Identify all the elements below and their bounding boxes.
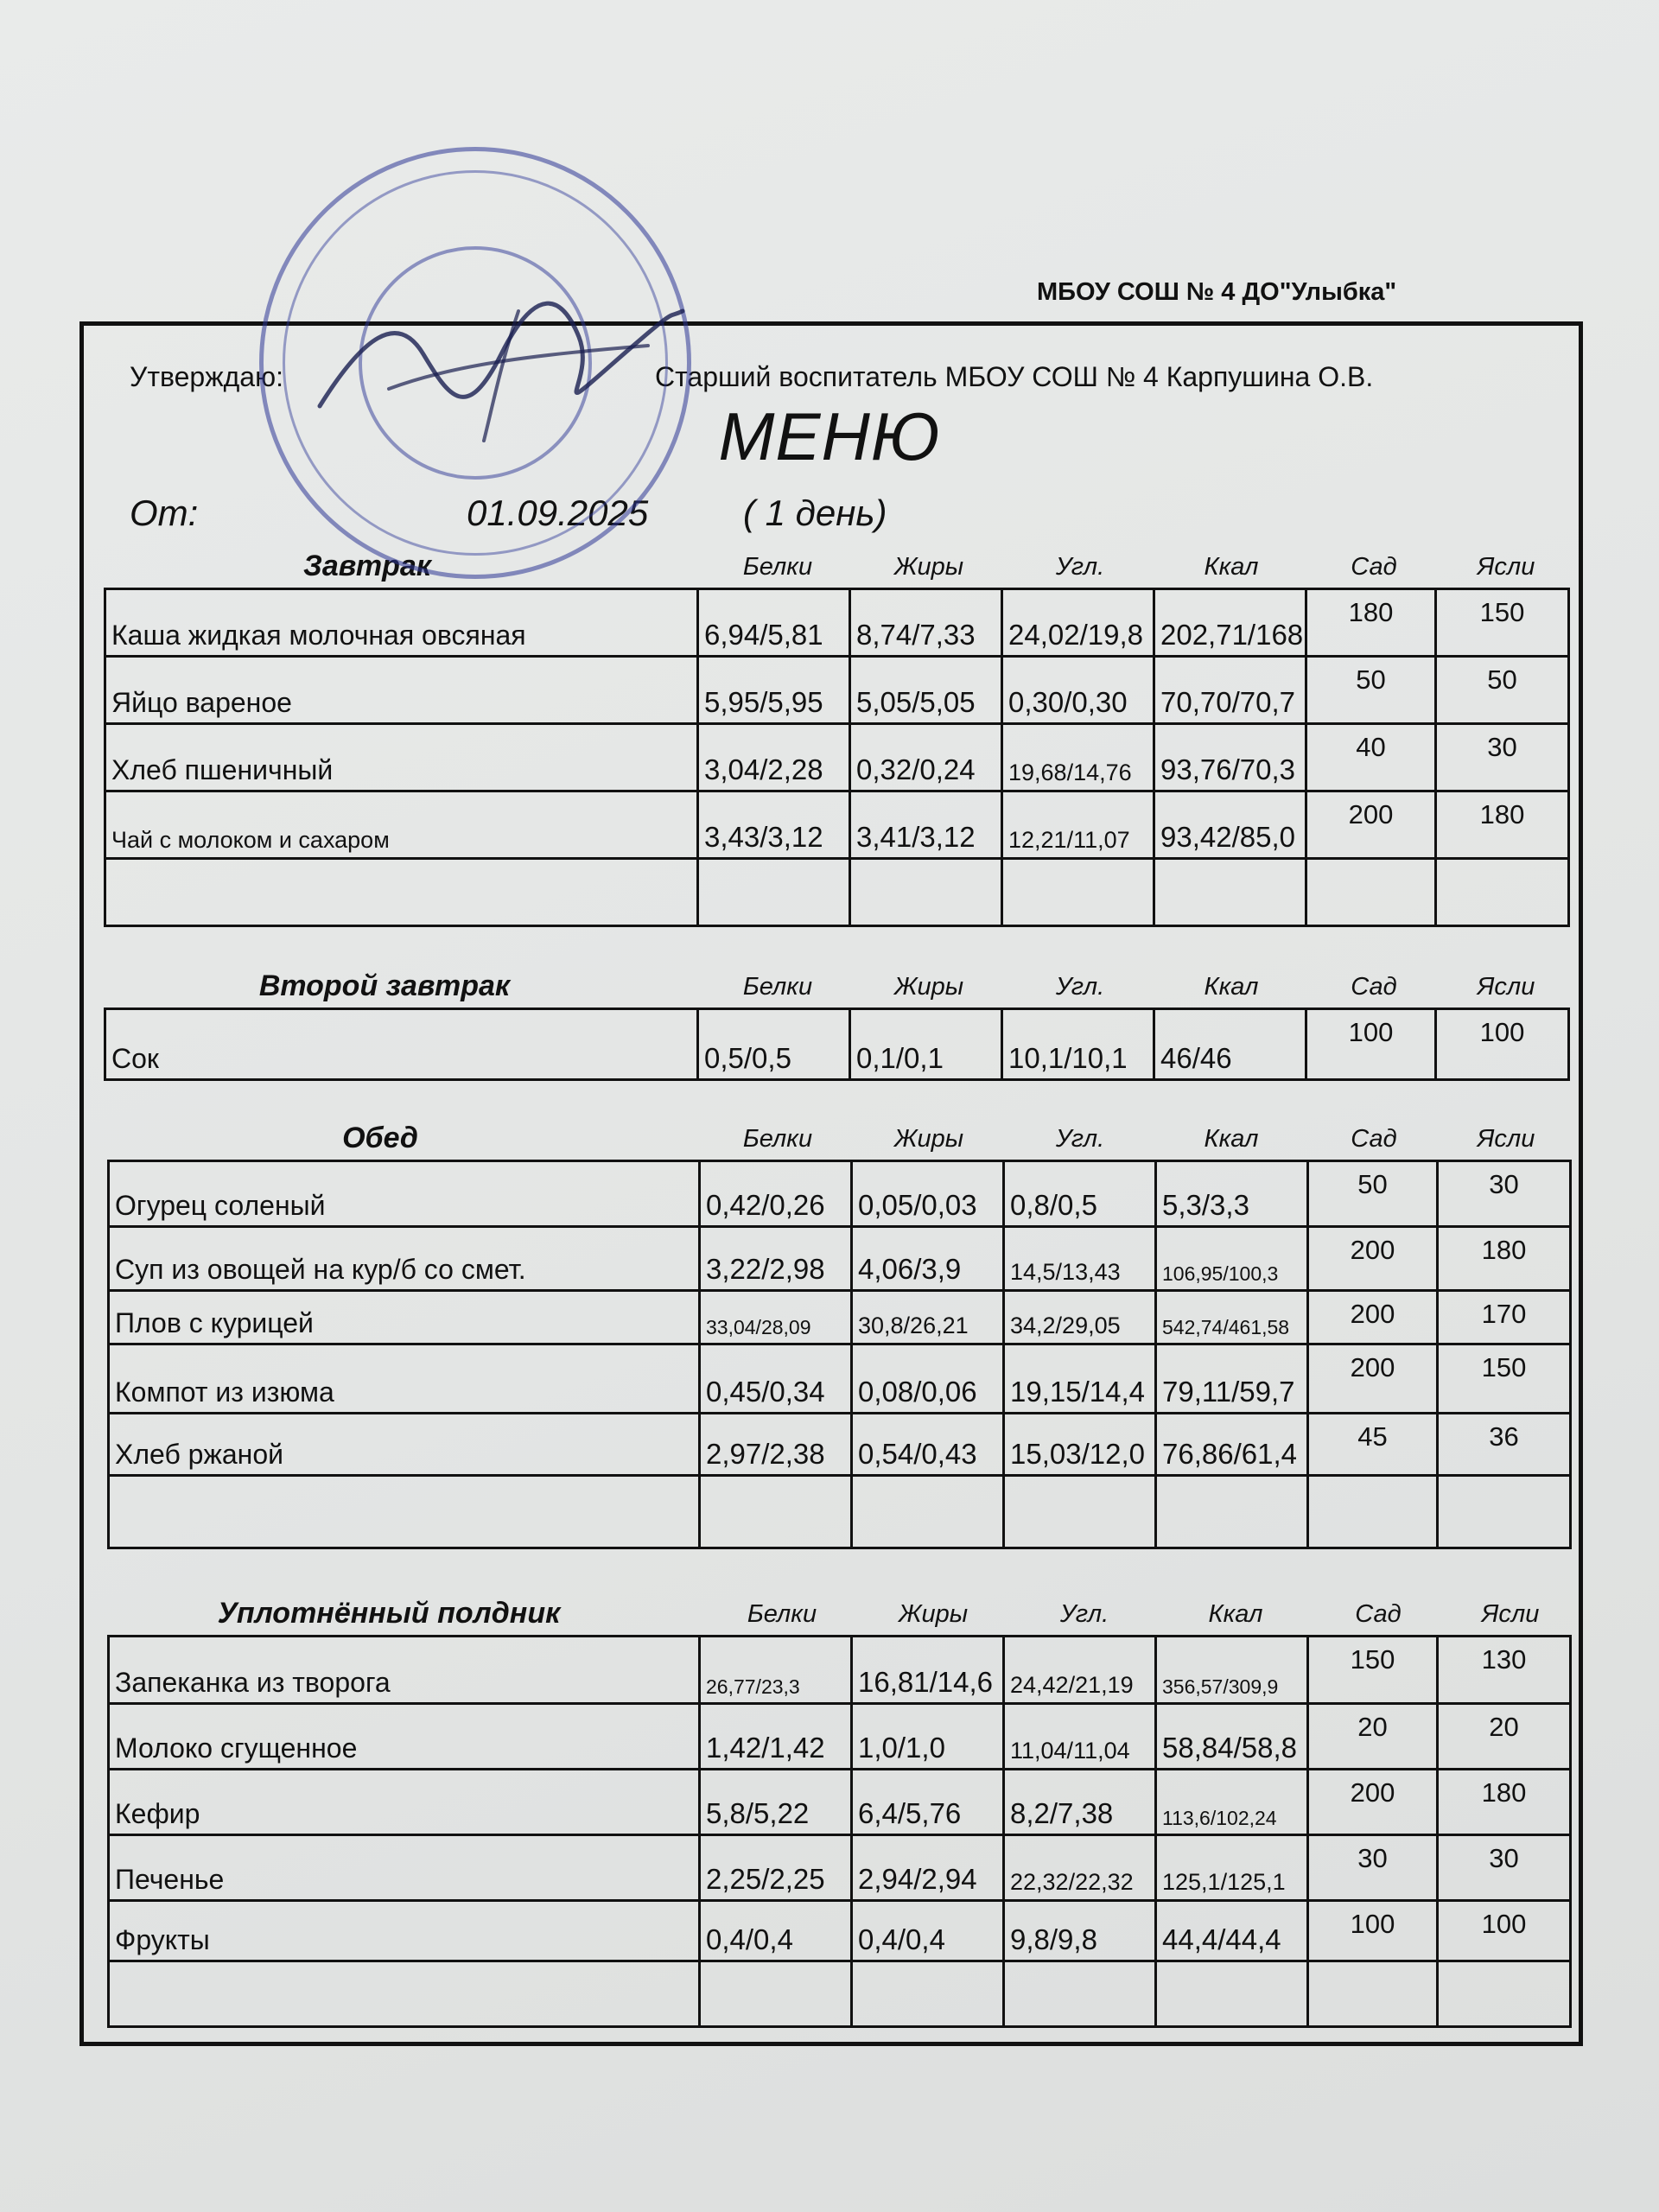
sad-portion: 180 <box>1306 589 1436 657</box>
menu-date: 01.09.2025 <box>467 493 649 533</box>
sad-portion: 100 <box>1308 1901 1438 1961</box>
protein-cell: 0,45/0,34 <box>700 1344 852 1414</box>
yasli-portion: 180 <box>1438 1770 1571 1835</box>
afternoon-snack-table <box>107 1635 1572 2028</box>
signature <box>285 259 700 467</box>
yasli-portion: 100 <box>1438 1901 1571 1961</box>
sad-portion: 200 <box>1308 1227 1438 1291</box>
table-row <box>105 589 1569 657</box>
sad-portion: 45 <box>1308 1414 1438 1476</box>
protein-cell: 3,04/2,28 <box>698 724 850 791</box>
section-header-afternoon-snack <box>104 1597 1573 1635</box>
yasli-portion: 20 <box>1438 1704 1571 1770</box>
day-note: ( 1 день) <box>743 493 887 533</box>
protein-cell: 1,42/1,42 <box>700 1704 852 1770</box>
col-fat: Жиры <box>898 1600 969 1628</box>
dish-name: Чай с молоком и сахаром <box>105 791 698 859</box>
yasli-portion: 30 <box>1436 724 1569 791</box>
col-kcal: Ккал <box>1204 973 1259 1001</box>
col-sad: Сад <box>1351 973 1397 1001</box>
dish-name: Фрукты <box>109 1901 700 1961</box>
col-sad: Сад <box>1355 1600 1402 1628</box>
section-title: Завтрак <box>303 550 431 582</box>
sad-portion: 40 <box>1306 724 1436 791</box>
section-title: Обед <box>342 1122 418 1154</box>
kcal-cell: 70,70/70,7 <box>1154 657 1306 724</box>
col-protein: Белки <box>747 1600 817 1628</box>
fat-cell: 0,32/0,24 <box>850 724 1002 791</box>
carbs-cell: 9,8/9,8 <box>1004 1901 1156 1961</box>
protein-cell: 0,42/0,26 <box>700 1161 852 1227</box>
section-header-second-breakfast <box>104 969 1573 1007</box>
protein-cell: 3,43/3,12 <box>698 791 850 859</box>
dish-name: Хлеб ржаной <box>109 1414 700 1476</box>
dish-name: Суп из овощей на кур/б со смет. <box>109 1227 700 1291</box>
col-protein: Белки <box>742 973 813 1001</box>
yasli-portion: 50 <box>1436 657 1569 724</box>
fat-cell: 2,94/2,94 <box>852 1835 1004 1901</box>
table-row <box>109 1161 1571 1227</box>
table-row <box>105 1009 1569 1080</box>
yasli-portion: 150 <box>1436 589 1569 657</box>
fat-cell: 0,08/0,06 <box>852 1344 1004 1414</box>
kcal-cell: 46/46 <box>1154 1009 1306 1080</box>
kcal-cell: 58,84/58,8 <box>1156 1704 1308 1770</box>
approval-label: Утверждаю: <box>130 361 283 392</box>
fat-cell: 0,1/0,1 <box>850 1009 1002 1080</box>
dish-name: Каша жидкая молочная овсяная <box>105 589 698 657</box>
carbs-cell: 11,04/11,04 <box>1004 1704 1156 1770</box>
dish-name: Огурец соленый <box>109 1161 700 1227</box>
col-fat: Жиры <box>893 973 964 1001</box>
sad-portion: 50 <box>1308 1161 1438 1227</box>
section-title: Второй завтрак <box>258 969 511 1002</box>
organization-name: МБОУ СОШ № 4 ДО"Улыбка" <box>1037 278 1397 306</box>
dish-name: Хлеб пшеничный <box>105 724 698 791</box>
carbs-cell: 14,5/13,43 <box>1004 1227 1156 1291</box>
table-row <box>105 657 1569 724</box>
table-row <box>109 1637 1571 1704</box>
protein-cell: 6,94/5,81 <box>698 589 850 657</box>
kcal-cell: 79,11/59,7 <box>1156 1344 1308 1414</box>
carbs-cell: 34,2/29,05 <box>1004 1291 1156 1344</box>
col-carbs: Угл. <box>1059 1600 1109 1628</box>
sad-portion: 200 <box>1308 1770 1438 1835</box>
dish-name: Печенье <box>109 1835 700 1901</box>
fat-cell: 16,81/14,6 <box>852 1637 1004 1704</box>
col-kcal: Ккал <box>1204 1125 1259 1153</box>
col-fat: Жиры <box>893 1125 964 1153</box>
kcal-cell: 106,95/100,3 <box>1156 1227 1308 1291</box>
carbs-cell: 24,02/19,8 <box>1002 589 1154 657</box>
dish-name: Яйцо вареное <box>105 657 698 724</box>
fat-cell: 1,0/1,0 <box>852 1704 1004 1770</box>
kcal-cell: 542,74/461,58 <box>1156 1291 1308 1344</box>
table-row <box>109 1414 1571 1476</box>
section-header-lunch <box>104 1122 1573 1160</box>
second-breakfast-table <box>104 1007 1570 1081</box>
carbs-cell: 15,03/12,0 <box>1004 1414 1156 1476</box>
sad-portion: 30 <box>1308 1835 1438 1901</box>
table-row-empty <box>109 1476 1571 1548</box>
fat-cell: 30,8/26,21 <box>852 1291 1004 1344</box>
dish-name: Сок <box>105 1009 698 1080</box>
sad-portion: 150 <box>1308 1637 1438 1704</box>
protein-cell: 0,5/0,5 <box>698 1009 850 1080</box>
dish-name: Компот из изюма <box>109 1344 700 1414</box>
col-yasli: Ясли <box>1477 973 1535 1001</box>
carbs-cell: 0,8/0,5 <box>1004 1161 1156 1227</box>
yasli-portion: 170 <box>1438 1291 1571 1344</box>
fat-cell: 8,74/7,33 <box>850 589 1002 657</box>
kcal-cell: 113,6/102,24 <box>1156 1770 1308 1835</box>
kcal-cell: 93,42/85,0 <box>1154 791 1306 859</box>
protein-cell: 33,04/28,09 <box>700 1291 852 1344</box>
kcal-cell: 76,86/61,4 <box>1156 1414 1308 1476</box>
table-row <box>109 1227 1571 1291</box>
sad-portion: 200 <box>1308 1344 1438 1414</box>
protein-cell: 2,25/2,25 <box>700 1835 852 1901</box>
protein-cell: 26,77/23,3 <box>700 1637 852 1704</box>
dish-name: Запеканка из творога <box>109 1637 700 1704</box>
carbs-cell: 0,30/0,30 <box>1002 657 1154 724</box>
table-row-empty <box>109 1961 1571 2027</box>
table-row <box>109 1291 1571 1344</box>
kcal-cell: 202,71/168 <box>1154 589 1306 657</box>
carbs-cell: 19,68/14,76 <box>1002 724 1154 791</box>
sad-portion: 20 <box>1308 1704 1438 1770</box>
col-carbs: Угл. <box>1055 553 1105 581</box>
yasli-portion: 100 <box>1436 1009 1569 1080</box>
kcal-cell: 5,3/3,3 <box>1156 1161 1308 1227</box>
yasli-portion: 30 <box>1438 1835 1571 1901</box>
dish-name: Кефир <box>109 1770 700 1835</box>
table-row <box>109 1901 1571 1961</box>
col-carbs: Угл. <box>1055 973 1105 1001</box>
carbs-cell: 24,42/21,19 <box>1004 1637 1156 1704</box>
table-row <box>105 791 1569 859</box>
fat-cell: 0,4/0,4 <box>852 1901 1004 1961</box>
yasli-portion: 130 <box>1438 1637 1571 1704</box>
fat-cell: 3,41/3,12 <box>850 791 1002 859</box>
col-protein: Белки <box>742 1125 813 1153</box>
table-row <box>109 1770 1571 1835</box>
col-yasli: Ясли <box>1481 1600 1540 1628</box>
table-row <box>109 1344 1571 1414</box>
col-carbs: Угл. <box>1055 1125 1105 1153</box>
kcal-cell: 356,57/309,9 <box>1156 1637 1308 1704</box>
col-protein: Белки <box>742 553 813 581</box>
carbs-cell: 12,21/11,07 <box>1002 791 1154 859</box>
col-yasli: Ясли <box>1477 553 1535 581</box>
lunch-table <box>107 1160 1572 1549</box>
fat-cell: 0,54/0,43 <box>852 1414 1004 1476</box>
section-title: Уплотнённый полдник <box>217 1597 561 1630</box>
table-row <box>109 1704 1571 1770</box>
yasli-portion: 36 <box>1438 1414 1571 1476</box>
protein-cell: 2,97/2,38 <box>700 1414 852 1476</box>
table-row <box>105 724 1569 791</box>
sad-portion: 200 <box>1308 1291 1438 1344</box>
col-sad: Сад <box>1351 553 1397 581</box>
dish-name: Молоко сгущенное <box>109 1704 700 1770</box>
fat-cell: 6,4/5,76 <box>852 1770 1004 1835</box>
dish-name: Плов с курицей <box>109 1291 700 1344</box>
carbs-cell: 19,15/14,4 <box>1004 1344 1156 1414</box>
breakfast-table <box>104 588 1570 927</box>
fat-cell: 4,06/3,9 <box>852 1227 1004 1291</box>
col-kcal: Ккал <box>1204 553 1259 581</box>
kcal-cell: 93,76/70,3 <box>1154 724 1306 791</box>
col-fat: Жиры <box>893 553 964 581</box>
protein-cell: 3,22/2,98 <box>700 1227 852 1291</box>
table-row <box>109 1835 1571 1901</box>
protein-cell: 5,95/5,95 <box>698 657 850 724</box>
col-sad: Сад <box>1351 1125 1397 1153</box>
table-row-empty <box>105 859 1569 926</box>
kcal-cell: 125,1/125,1 <box>1156 1835 1308 1901</box>
page-title: МЕНЮ <box>718 398 941 474</box>
sad-portion: 100 <box>1306 1009 1436 1080</box>
fat-cell: 5,05/5,05 <box>850 657 1002 724</box>
section-header-breakfast <box>104 550 1573 588</box>
yasli-portion: 180 <box>1436 791 1569 859</box>
yasli-portion: 150 <box>1438 1344 1571 1414</box>
sad-portion: 50 <box>1306 657 1436 724</box>
protein-cell: 0,4/0,4 <box>700 1901 852 1961</box>
approval-text: Старший воспитатель МБОУ СОШ № 4 Карпушина О.В. <box>654 361 1374 392</box>
yasli-portion: 180 <box>1438 1227 1571 1291</box>
fat-cell: 0,05/0,03 <box>852 1161 1004 1227</box>
kcal-cell: 44,4/44,4 <box>1156 1901 1308 1961</box>
yasli-portion: 30 <box>1438 1161 1571 1227</box>
col-yasli: Ясли <box>1477 1125 1535 1153</box>
carbs-cell: 10,1/10,1 <box>1002 1009 1154 1080</box>
protein-cell: 5,8/5,22 <box>700 1770 852 1835</box>
carbs-cell: 8,2/7,38 <box>1004 1770 1156 1835</box>
date-label: От: <box>130 493 199 533</box>
col-kcal: Ккал <box>1208 1600 1263 1628</box>
sad-portion: 200 <box>1306 791 1436 859</box>
carbs-cell: 22,32/22,32 <box>1004 1835 1156 1901</box>
